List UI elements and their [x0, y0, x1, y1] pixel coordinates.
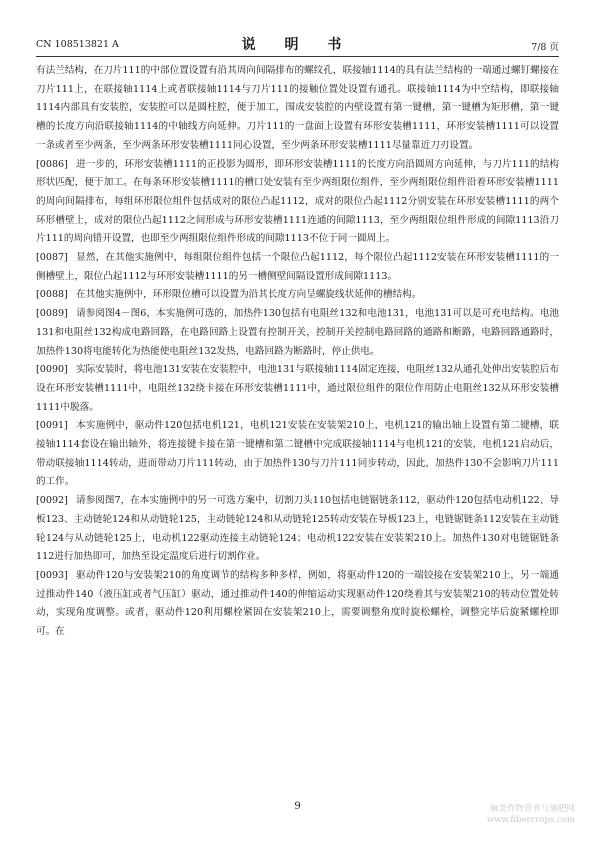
header-rule — [36, 56, 559, 57]
paragraph-text: 请参阅图7，在本实施例中的另一可选方案中，切割刀头110包括电链锯链条112，驱动件120包括电动机122、导板123、主动链轮124和从动链轮125，主动链轮124和从动链轮125转动安装在导板123上，电链锯链条112安装在主动链轮124与从动链轮125上，电动机122驱动连接主动链轮124；电动机122安装在安装架210上。加热件130对电链锯链条112进行加热即可，加热至设定温度后进行切割作业。 — [36, 495, 559, 563]
page-reference: 7/8 页 — [531, 42, 559, 53]
paragraph-text: 驱动件120与安装架210的角度调节的结构多种多样，例如，将驱动件120的一端铰接在安装架210上，另一端通过推动件140（液压缸或者气压缸）驱动，通过推动件140的伸缩运动实现驱动件120绕着其与安装架210的转动位置处转动，实现角度调整。或者，驱动件120利用螺栓紧固在安装架210上，需要调整角度时旋松螺栓，调整完毕后旋紧螺栓即可。在 — [36, 569, 559, 638]
paragraph-0092 — [36, 492, 559, 567]
paragraph-text: 本实施例中，驱动件120包括电机121，电机121安装在安装架210上，电机121的输出轴上设置有第二键槽，联接轴1114套设在输出轴外，将连接键卡接在第一键槽和第二键槽中完成联接轴1114与电机121的安装，电机121启动后，带动联接轴1114转动，进而带动刀片111转动，由于加热件130与刀片111同步转动，因此，加热件130不会影响刀片111的工作。 — [36, 420, 559, 488]
paragraph-text: 显然，在其他实施例中，每组限位组件包括一个限位凸起1112，每个限位凸起1112安装在环形安装槽1111的一侧槽壁上，限位凸起1112与环形安装槽1111的另一槽侧壁间隔设置形成间隙1113。 — [36, 252, 559, 282]
paragraph-number: [0093] — [36, 569, 68, 581]
paragraph-number: [0090] — [36, 364, 68, 376]
paragraph-0088 — [36, 286, 559, 305]
paragraph-0087 — [36, 249, 559, 286]
watermark-url: www.fibercrops.com — [486, 815, 575, 825]
paragraph-0091 — [36, 417, 559, 492]
paragraph-0093 — [36, 567, 559, 642]
paragraph-0089 — [36, 305, 559, 361]
page-header — [36, 36, 559, 52]
page-number: 9 — [294, 801, 301, 812]
paragraph-number: [0089] — [36, 308, 68, 320]
watermark-title: 麻类作物营养与施肥网 — [489, 804, 575, 814]
paragraph-number: [0088] — [36, 289, 68, 301]
paragraph-continued — [36, 62, 559, 156]
paragraph-text: 进一步的，环形安装槽1111的正投影为圆形，即环形安装槽1111的长度方向沿圆周方向延伸，与刀片111的结构形状匹配，便于加工。在每条环形安装槽1111的槽口处安装有至少两组限位组件，至少两组限位组件沿着环形安装槽1111的周向间隔排布，每组环形限位组件包括成对的限位凸起1112，成对的限位凸起1112分别安装在环形安装槽1111的两个环形槽壁上，成对的限位凸起1112之间形成与环形安装槽1111连通的间隙1113，至少两组限位组件形成的间隙1113沿刀片111的周向错开设置，也即至少两组限位组件形成的间隙1113不位于同一圆周上。 — [36, 158, 559, 245]
paragraph-text: 请参阅图4－图6，本实施例可选的，加热件130包括有电阻丝132和电池131，电池131可以是可充电结构。电池131和电阻丝132构成电路回路，在电路回路上设置有控制开关，控制开关控制电路回路的通路和断路，电路回路通路时，加热件130将电能转化为热能使电阻丝132发热，电路回路为断路时，停止供电。 — [36, 308, 559, 357]
site-watermark — [487, 804, 575, 826]
document-title: 说 明 书 — [241, 37, 354, 53]
paragraph-number: [0092] — [36, 495, 68, 507]
paragraph-0090 — [36, 361, 559, 417]
publication-number: CN 108513821 A — [36, 39, 119, 50]
paragraph-number: [0087] — [36, 252, 68, 264]
paragraph-number: [0091] — [36, 420, 68, 432]
paragraph-text: 实际安装时，将电池131安装在安装腔中，电池131与联接轴1114固定连接，电阻丝132从通孔处伸出安装腔后布设在环形安装槽1111中，电阻丝132绕卡接在环形安装槽1111中，通过限位组件的限位作用防止电阻丝132从环形安装槽1111中脱落。 — [36, 364, 559, 413]
paragraph-0086 — [36, 156, 559, 250]
paragraph-number: [0086] — [36, 158, 68, 170]
paragraph-text: 有法兰结构，在刀片111的中部位置设置有沿其周向间隔排布的螺纹孔，联接轴1114的具有法兰结构的一端通过螺钉螺接在刀片111上，在联接轴1114上或者联接轴1114与刀片111的接触位置处设置有通孔。联接轴1114为中空结构，即联接轴1114内部具有安装腔，安装腔可以是圆柱腔，便于加工，围成安装腔的内壁设置有第一键槽，第一键槽为矩形槽，第一键槽的长度方向沿联接轴1114的中轴线方向延伸。刀片111的一盘面上设置有环形安装槽1111，环形安装槽1111可以设置一条或者至少两条，至少两条环形安装槽1111同心设置，至少两条环形安装槽1111尽量靠近刀刃设置。 — [36, 65, 559, 151]
paragraph-text: 在其他实施例中，环形限位槽可以设置为沿其长度方向呈螺旋线状延伸的槽结构。 — [76, 289, 422, 301]
document-body — [36, 62, 559, 642]
